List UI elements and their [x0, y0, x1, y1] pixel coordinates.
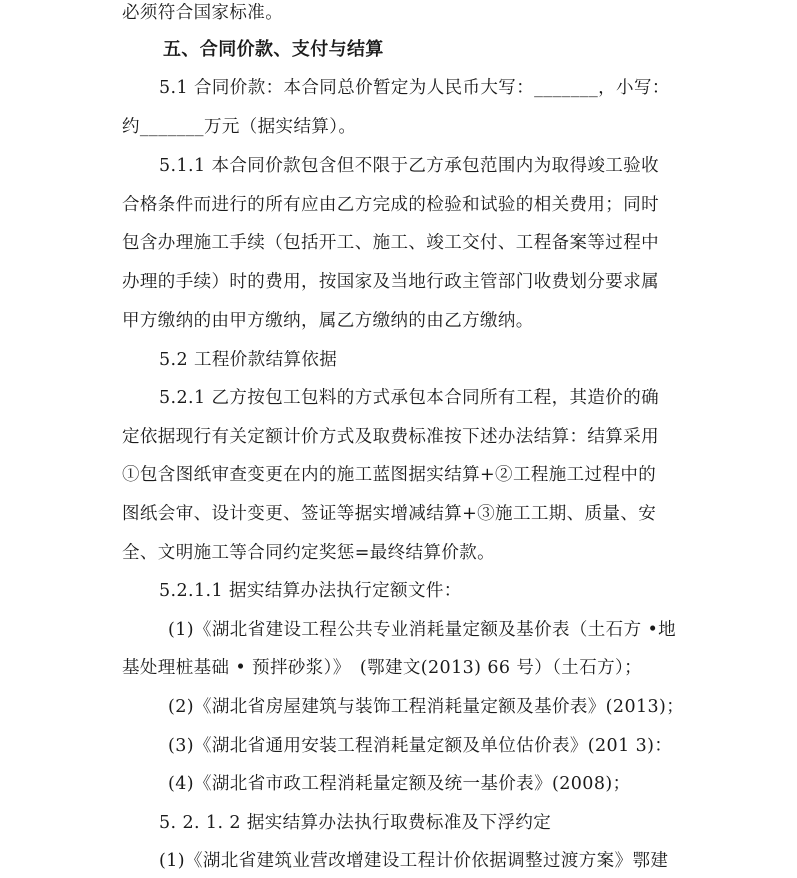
- list-item-1: (1)《湖北省建筑业营改增建设工程计价依据调整过渡方案》鄂建: [159, 851, 669, 871]
- text-line: 全、文明施工等合同约定奖惩=最终结算价款。: [122, 543, 496, 563]
- text-line: 必须符合国家标准。: [122, 3, 284, 23]
- text-line: 定依据现行有关定额计价方式及取费标准按下述办法结算：结算采用: [122, 427, 659, 447]
- clause-5-2: 5.2 工程价款结算依据: [159, 350, 338, 370]
- text-line: 包含办理施工手续（包括开工、施工、竣工交付、工程备案等过程中: [122, 233, 659, 253]
- text-line: 办理的手续）时的费用，按国家及当地行政主管部门收费划分要求属: [122, 272, 659, 292]
- clause-5-1: 5.1 合同价款：本合同总价暂定为人民币大写：_______，小写：: [159, 78, 670, 98]
- clause-5-2-1: 5.2.1 乙方按包工包料的方式承包本合同所有工程，其造价的确: [159, 388, 659, 408]
- text-line: 合格条件而进行的所有应由乙方完成的检验和试验的相关费用；同时: [122, 195, 659, 215]
- clause-5-2-1-2: 5. 2. 1. 2 据实结算办法执行取费标准及下浮约定: [159, 813, 552, 833]
- list-item-2: (2)《湖北省房屋建筑与装饰工程消耗量定额及基价表》(2013)；: [168, 697, 685, 717]
- text-line: 甲方缴纳的由甲方缴纳，属乙方缴纳的由乙方缴纳。: [122, 311, 534, 331]
- text-line: 基处理桩基础 • 预拌砂浆）》 (鄂建文(2013) 66 号）（土石方）；: [122, 658, 643, 678]
- list-item-3: (3)《湖北省通用安装工程消耗量定额及单位估价表》(201 3)：: [168, 736, 673, 756]
- clause-5-2-1-1: 5.2.1.1 据实结算办法执行定额文件：: [159, 581, 462, 601]
- list-item-1: (1)《湖北省建设工程公共专业消耗量定额及基价表（土石方 •地: [168, 620, 677, 640]
- text-line: ①包含图纸审查变更在内的施工蓝图据实结算+②工程施工过程中的: [122, 465, 657, 485]
- list-item-4: (4)《湖北省市政工程消耗量定额及统一基价表》(2008)；: [168, 774, 631, 794]
- text-line: 约_______万元（据实结算）。: [122, 117, 357, 137]
- section-heading: 五、合同价款、支付与结算: [163, 39, 384, 60]
- text-line: 图纸会审、设计变更、签证等据实增减结算+③施工工期、质量、安: [122, 504, 657, 524]
- clause-5-1-1: 5.1.1 本合同价款包含但不限于乙方承包范围内为取得竣工验收: [159, 156, 659, 176]
